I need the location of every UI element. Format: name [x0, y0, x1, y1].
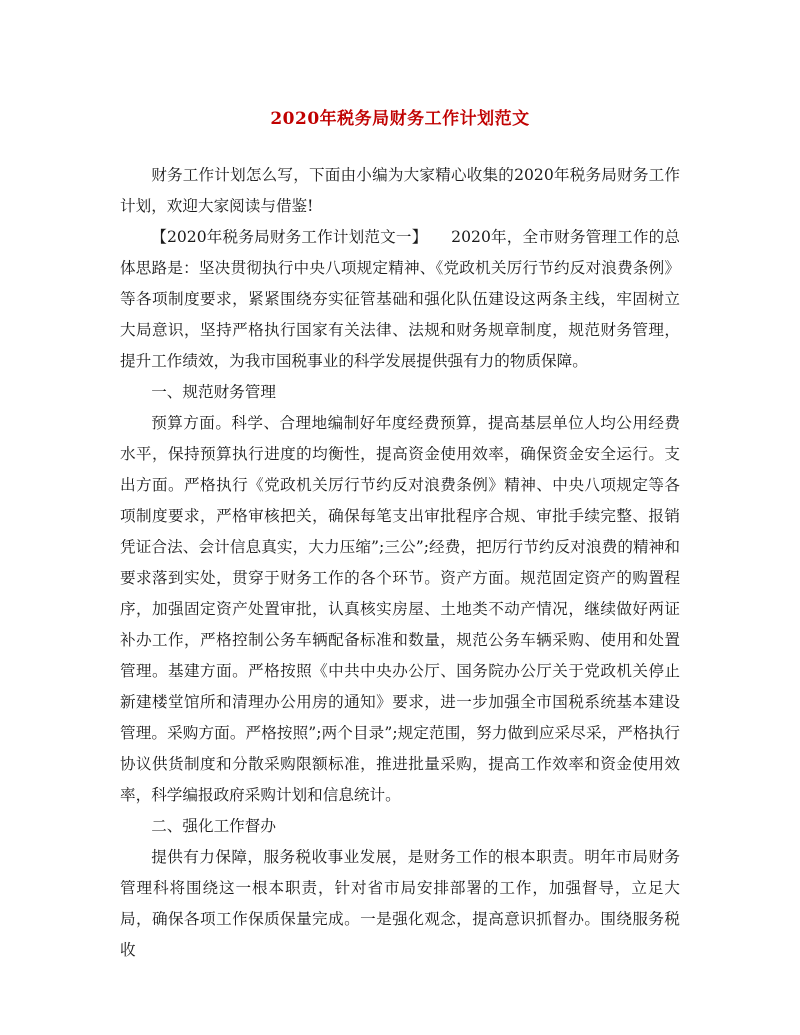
- paragraph-overview: 【2020年税务局财务工作计划范文一】 2020年，全市财务管理工作的总体思路是：坚决贯彻执行中央八项规定精神、《党政机关厉行节约反对浪费条例》等各项制度要求，紧紧围绕夯实征管基础和强化队伍建设这两条主线，牢固树立大局意识，坚持严格执行国家有关法律、法规和财务规章制度，规范财务管理，提升工作绩效，为我市国税事业的科学发展提供强有力的物质保障。: [120, 228, 680, 370]
- section-heading-1: 一、规范财务管理: [151, 383, 276, 401]
- paragraph-supervision: 提供有力保障，服务税收事业发展，是财务工作的根本职责。明年市局财务管理科将围绕这一根本职责，针对省市局安排部署的工作，加强督导，立足大局，确保各项工作保质保量完成。一是强化观念，提高意识抓督办。围绕服务税收: [120, 848, 680, 959]
- document-title: 2020年税务局财务工作计划范文: [270, 109, 530, 129]
- paragraph-finance-management: 预算方面。科学、合理地编制好年度经费预算，提高基层单位人均公用经费水平，保持预算执行进度的均衡性，提高资金使用效率，确保资金安全运行。支出方面。严格执行《党政机关厉行节约反对浪费条例》精神、中央八项规定等各项制度要求，严格审核把关，确保每笔支出审批程序合规、审批手续完整、报销凭证合法、会计信息真实，大力压缩”;三公”;经费，把厉行节约反对浪费的精神和要求落到实处，贯穿于财务工作的各个环节。资产方面。规范固定资产的购置程序，加强固定资产处置审批，认真核实房屋、土地类不动产情况，继续做好两证补办工作，严格控制公务车辆配备标准和数量，规范公务车辆采购、使用和处置管理。基建方面。严格按照《中共中央办公厅、国务院办公厅关于党政机关停止新建楼堂馆所和清理办公用房的通知》要求，进一步加强全市国税系统基本建设管理。采购方面。严格按照”;两个目录”;规定范围，努力做到应采尽采，严格执行协议供货制度和分散采购限额标准，推进批量采购，提高工作效率和资金使用效率，科学编报政府采购计划和信息统计。: [120, 414, 680, 804]
- document-body: [120, 160, 680, 966]
- section-heading-2: 二、强化工作督办: [151, 817, 276, 835]
- document-page: [120, 0, 680, 1035]
- paragraph-intro: 财务工作计划怎么写，下面由小编为大家精心收集的2020年税务局财务工作计划，欢迎大家阅读与借鉴!: [120, 166, 680, 215]
